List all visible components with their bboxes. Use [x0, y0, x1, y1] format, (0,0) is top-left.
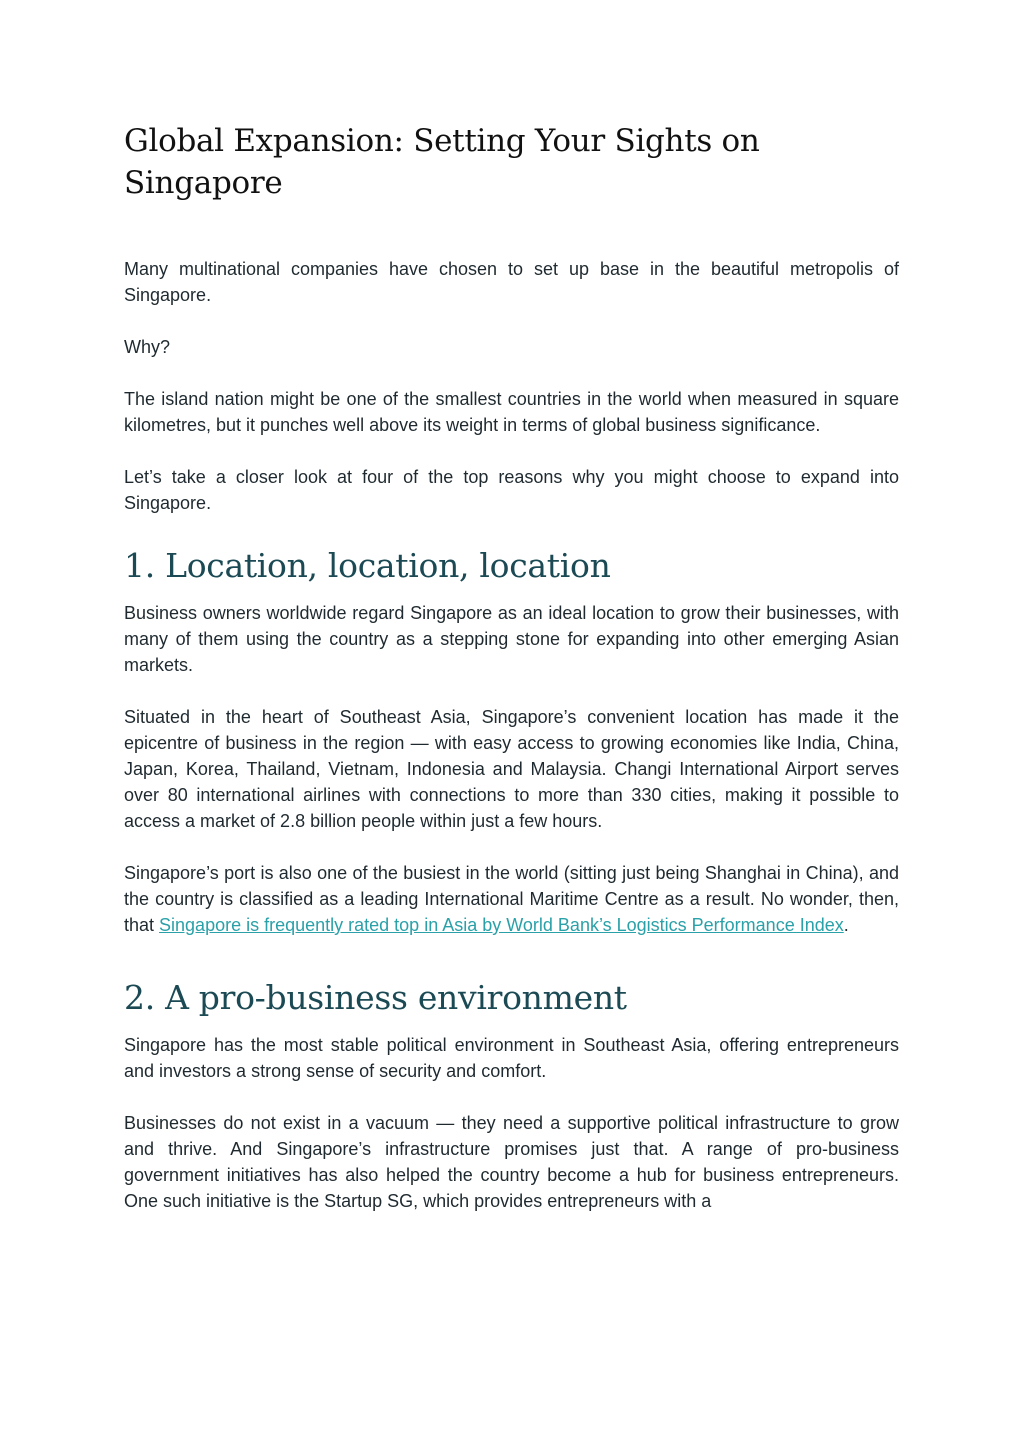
- page-title: Global Expansion: Setting Your Sights on Singapore: [124, 123, 760, 201]
- document-page: [124, 120, 899, 1240]
- logistics-index-link[interactable]: Singapore is frequently rated top in Asia by World Bank’s Logistics Performance Index: [159, 915, 844, 935]
- location-paragraph-3: [124, 860, 899, 938]
- intro-paragraph-1: Many multinational companies have chosen to set up base in the beautiful metropolis of Singapore.: [124, 259, 899, 305]
- location-paragraph-2: Situated in the heart of Southeast Asia, Singapore’s convenient location has made it the epicentre of business in the region — with easy access to growing economies like India, China, Japan, Korea, Thailand, Vietnam, Indonesia and Malaysia. Changi International Airport serves over 80 international airlines with connections to more than 330 cities, making it possible to access a market of 2.8 billion people within just a few hours.: [124, 707, 899, 831]
- section-pro-business: [124, 978, 899, 1214]
- intro-paragraph-2: Why?: [124, 337, 171, 357]
- intro-paragraph-3: The island nation might be one of the smallest countries in the world when measured in square kilometres, but it punches well above its weight in terms of global business significance.: [124, 389, 899, 435]
- section-heading-pro-business: 2. A pro-business environment: [124, 978, 627, 1017]
- location-paragraph-1: Business owners worldwide regard Singapore as an ideal location to grow their businesses, with many of them using the country as a stepping stone for expanding into other emerging Asian markets.: [124, 603, 899, 675]
- intro-paragraph-4: Let’s take a closer look at four of the top reasons why you might choose to expand into Singapore.: [124, 467, 899, 513]
- pro-business-paragraph-2: Businesses do not exist in a vacuum — they need a supportive political infrastructure to grow and thrive. And Singapore’s infrastructure promises just that. A range of pro-business government initiatives has also helped the country become a hub for business entrepreneurs. One such initiative is the Startup SG, which provides entrepreneurs with a: [124, 1113, 899, 1211]
- section-heading-location: 1. Location, location, location: [124, 546, 611, 585]
- intro-section: [124, 256, 899, 516]
- location-paragraph-3-text: Singapore’s port is also one of the busiest in the world (sitting just being Shanghai in China), and the country is classified as a leading International Maritime Centre as a result. No wonder, then, that: [124, 863, 899, 935]
- pro-business-paragraph-1: Singapore has the most stable political environment in Southeast Asia, offering entrepreneurs and investors a strong sense of security and comfort.: [124, 1035, 899, 1081]
- section-location: [124, 546, 899, 938]
- location-paragraph-3-end: .: [843, 915, 849, 935]
